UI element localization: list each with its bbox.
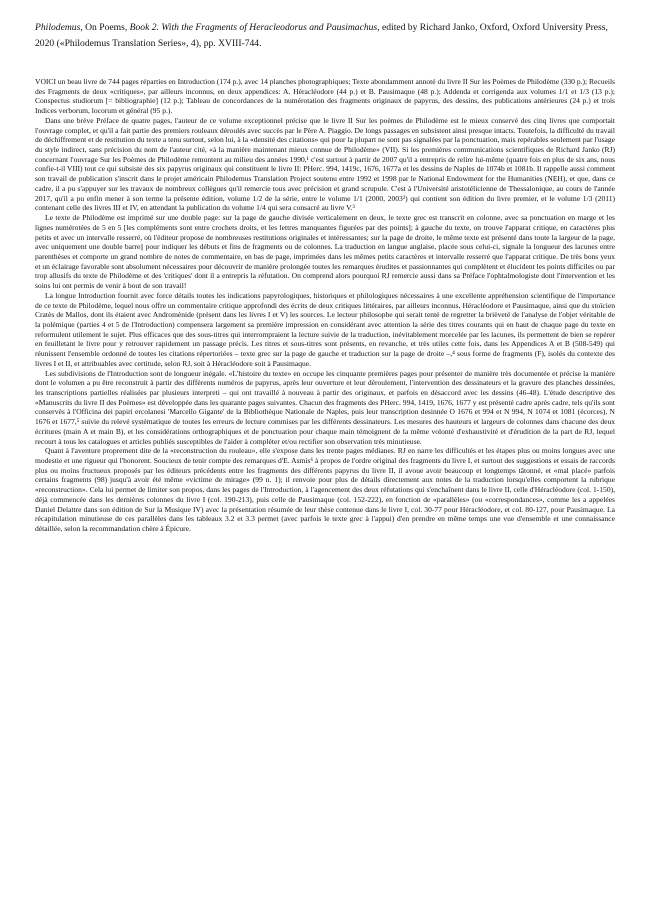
review-body bbox=[35, 77, 615, 534]
paragraph-introduction: La longue Introduction fournit avec force détails toutes les indications papyrologiques, historiques et philologiques nécessaires à une excellente appréhension scientifique de l'importance de ce texte de Philodème, lequel nous offre un commentaire critique approfondi des écrits de deux critiques littéraires, par ailleurs inconnus, Héracléodore et Pausimaque, ainsi que du stoïcien Cratès de Mallos, dont ils étaient avec Andromènide (présent dans les livres I et V) les sources. Le lecteur philosophe qui serait tenté de regretter la brièveté de l'analyse de l'objet véritable de la polémique (parties 4 et 5 de l'Introduction) compensera largement sa première impression en considérant avec attention la série des titres courants qui en haut de chaque page du texte en reformulent utilement le sujet. Plus efficaces que des sous-titres qui interrompraient la lecture suivie de la traduction, inévitablement morcelée par les lacunes, ils permettent de bien se repérer en feuilletant le livre pour y retrouver rapidement un passage précis. Les titres et sous-titres sont présents, en revanche, et très utiles cette fois, dans les Appendices A et B (508-549) qui réunissent l'ensemble ordonné de toutes les citations répertoriées – texte grec sur la page de gauche et traduction sur la page de droite –,⁴ sous forme de fragments (F), isolés du contexte des livres I et II, et attribuables avec certitude, selon RJ, soit à Héracléodore soit à Pausimaque. bbox=[35, 290, 615, 368]
citation-book: Book 2. With the Fragments of Heracleodorus and Pausimachus bbox=[129, 22, 378, 33]
paragraph-reconstruction: Quant à l'aventure proprement dite de la «reconstruction du rouleau», elle s'expose dans les trente pages médianes. RJ en narre les difficultés et les étapes plus ou moins longues avec une modestie et une rigueur qui l'honorent. Soucieux de tenir compte des remarques d'E. Asmis⁶ à propos de l'ordre original des fragments du livre I, et surtout des suggestions et essais de raccords plus ou moins fructueux proposés par les éditeurs précédents entre les fragments des différents papyrus du livre II, il avoue avoir beaucoup et longtemps tâtonné, et «mal placé» parfois certains fragments (98) jusqu'à avoir été même «victime de mirage» (99 n. 1); il renvoie pour plus de détails directement aux notes de la traduction lorsqu'elles comportent la rubrique «reconstruction». Cela lui permet de limiter son propos, dans les pages de l'Introduction, à l'agencement des deux réfutations qui s'enchaînent dans le livre II, celle d'Héracléodore (col. 1-150), déjà commencée dans les dernières colonnes du livre I (col. 190-213), puis celle de Pausimaque (col. 152-222), en fonction de «parallèles» (ou «correspondances», comme les a appelées Daniel Delattre dans son édition de Sur la Musique IV) avec la présentation résumée de leur thèse contenue dans le livre I, col. 30-77 pour Héracléodore, et col. 80-127, pour Pausimaque. La récapitulation minutieuse de ces parallèles dans les tableaux 3.2 et 3.3 permet (avec parfois le texte grec à l'appui) d'en prendre en même temps une vue d'ensemble et une connaissance détaillée, selon la recommandation chère à Épicure. bbox=[35, 446, 615, 534]
paragraph-preface: Dans une brève Préface de quatre pages, l'auteur de ce volume exceptionnel précise que le livre II Sur les poèmes de Philodème est le mieux conservé des cinq livres que comportait l'ouvrage complet, et qu'il a fait partie des premiers rouleaux déroulés avec succès par le Père A. Piaggio. De longs passages en subsistent ainsi presque intacts. Toutefois, la difficulté du travail de déchiffrement et de restitution du texte a tenu surtout, selon lui, à la «densité des citations» qui pour la plupart ne sont pas signalées par la ponctuation, mais repérables seulement par l'usage du style indirect, sans précision du nom de l'auteur cité, «à la manière maintenant mieux connue de Philodème» (VII). Si les premières communications scientifiques de Richard Janko (RJ) concernant l'ouvrage Sur les Poèmes de Philodème remontent au milieu des années 1990,¹ c'est surtout à partir de 2007 qu'il a entrepris de relire lui-même (quatre fois en plus de six ans, nous confie-t-il VIII) tout ce qui subsiste des six papyrus originaux qui constituent le livre II: PHerc. 994, 1419c, 1676, 1677a et les dessins de Naples de 1074b et 1081b. Il rappelle aussi comment son travail de publication s'inscrit dans le projet américain Philodemus Translation Project soutenu entre 1992 et 1998 par le National Endowment for the Humanities (NEH), et que, dans ce cadre, il a pu s'appuyer sur les travaux de nombreux collègues qu'il remercie tous avec précision et grand scrupule. C'est à l'Université aristotélicienne de Thessalonique, au cours de l'année 2017, qu'il a pu enfin mener à son terme la présente édition, volume 1/2 de la série, entre le volume 1/1 (2000, 2003²) qui contient son édition du livre premier, et le volume 1/3 (2011) contenant celle des livres III et IV, en attendant la publication du volume 1/4 qui sera consacré au livre V.³ bbox=[35, 115, 615, 213]
paragraph-layout: Le texte de Philodème est imprimé sur une double page: sur la page de gauche divisée verticalement en deux, le texte grec est transcrit en colonne, avec sa ponctuation en marge et les lignes numérotées de 5 en 5 [les compléments sont entre crochets droits, et les lettres manquantes figurées par des points]; à gauche du texte, on trouve l'apparat critique, en caractères plus petits et avec un intervalle resserré, où l'éditeur propose de nombreuses restitutions originales et intéressantes; sur la page de droite, le même texte est présenté dans toute la largeur de la page, avec uniquement une double barre|| pour indiquer les débuts et fins de fragments ou de colonnes. La traduction en langue anglaise, placée sous celui-ci, signale la longueur des lacunes entre parenthèses et comporte un grand nombre de notes de commentaire, en bas de page, imprimées dans les mêmes petits caractères et intervalle resserré que l'apparat critique. De très bons yeux et un éclairage favorable sont absolument nécessaires pour découvrir de manière prolongée toutes les remarques érudites et passionnantes qui complètent et élucident les points difficiles ou par trop allusifs du texte de Philodème et des 'critiques' dont il a entrepris la réfutation. On comprend alors pourquoi RJ remercie aussi dans sa Préface l'ophtalmologiste dont l'intervention et les soins lui ont permis de venir à bout de son travail! bbox=[35, 213, 615, 291]
citation-publication: , edited by Richard Janko, Oxford, Oxford University Press, 2020 («Philodemus Translation Series», 4), pp. XVIII-744. bbox=[35, 22, 608, 49]
review-page bbox=[35, 20, 615, 534]
book-citation bbox=[35, 20, 615, 51]
citation-author: Philodemus bbox=[35, 22, 81, 33]
paragraph-subdivisions: Les subdivisions de l'Introduction sont de longueur inégale. «L'histoire du texte» en occupe les cinquante premières pages pour présenter de manière très documentée et précise la manière dont le volumen a pu être reconstruit à partir des différents numéros de papyrus, après leur ouverture et leur déroulement, l'intervention des dessinateurs et la gravure des planches dessinées, les transcriptions partielles réalisées par plusieurs interpreti – qui ont travaillé à nouveau à partir des originaux, et parfois en désaccord avec les dessins (46-48). L'étude descriptive des «Manuscrits du livre II des Poèmes» est développée dans les quarante pages suivantes. Chacun des fragments des PHerc. 994, 1419, 1676, 1677 y est présenté cadre après cadre, tels qu'ils sont conservés à l'Officina dei papiri ercolanesi 'Marcello Gigante' de la Bibliothèque Nationale de Naples, puis leur transcription desinnée O 1676 et 994 et N 994, N 1074 et 1081 (écorces), N 1676 et 1677,⁵ suivie du relevé systématique de toutes les erreurs de lecture commises par les différents dessinateurs. Les mesures des hauteurs et largeurs de colonnes dans chacune des deux écritures (main A et main B), et les considérations orthographiques et de ponctuation pour chaque main témoignent de la même volonté d'exhaustivité et d'érudition de la part de RJ, lequel recourt à tous les catalogues et articles publiés susceptibles de l'aider à compléter et/ou rectifier son observation très minutieuse. bbox=[35, 368, 615, 446]
citation-title: , On Poems, bbox=[80, 22, 130, 33]
paragraph-contents: VOICI un beau livre de 744 pages réparties en Introduction (174 p.), avec 14 planches photographiques; Texte abondamment annoté du livre II Sur les Poèmes de Philodème (330 p.); Recueils des Fragments de deux «critiques», par ailleurs inconnus, en deux appendices: A. Héracléodore (44 p.) et B. Pausimaque (48 p.); Addenda et corrigenda aux volumes 1/1 et 1/3 (13 p.); Conspectus studiorum [= bibliographie] (12 p.); Tableau de concordances de la numérotation des fragments originaux de papyrus, des dessins, des publications antérieures (24 p.) et trois Indices verborum, locorum et général (95 p.). bbox=[35, 77, 615, 116]
